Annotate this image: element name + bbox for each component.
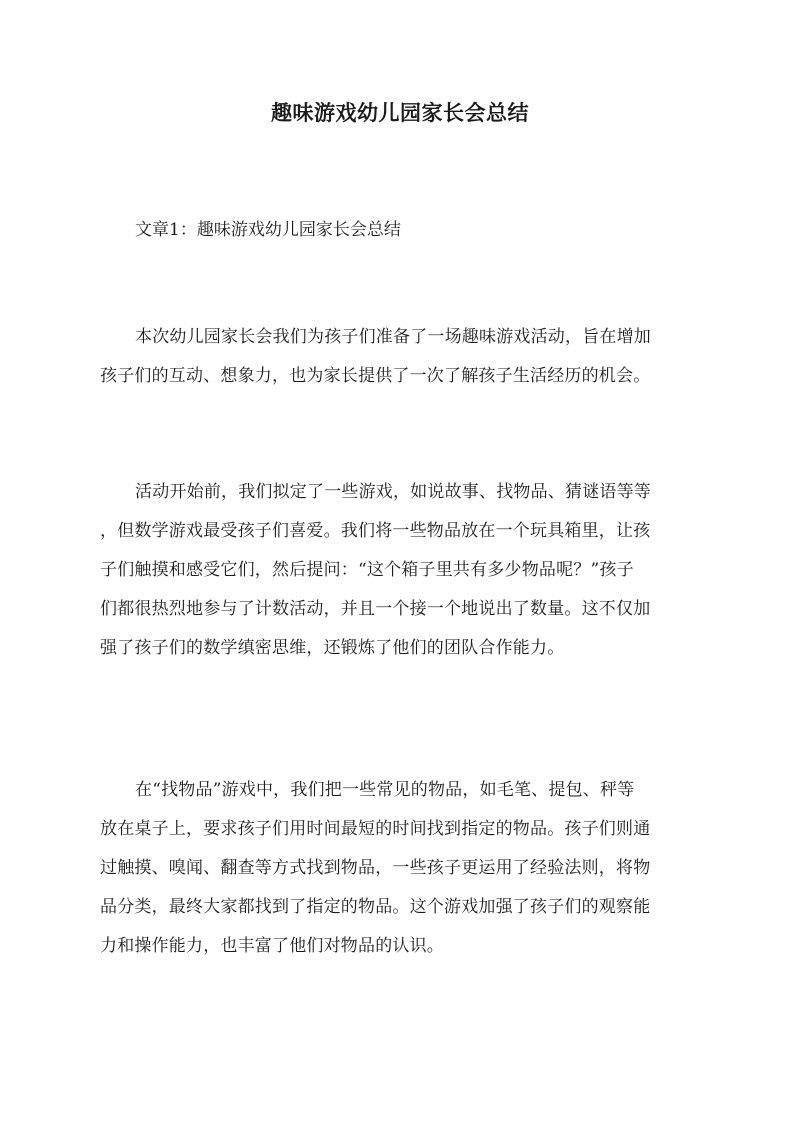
article-heading: 文章1：趣味游戏幼儿园家长会总结 [135,220,401,240]
paragraph-line: 孩子们的互动、想象力，也为家长提供了一次了解孩子生活经历的机会。 [100,366,651,386]
paragraph-line: 们都很热烈地参与了计数活动，并且一个接一个地说出了数量。这不仅加 [100,599,651,619]
paragraph-1 [100,318,700,396]
paragraph-line: 品分类，最终大家都找到了指定的物品。这个游戏加强了孩子们的观察能 [100,897,651,917]
paragraph-line: 强了孩子们的数学缜密思维，还锻炼了他们的团队合作能力。 [100,638,565,658]
paragraph-line: 本次幼儿园家长会我们为孩子们准备了一场趣味游戏活动，旨在增加 [135,327,651,347]
paragraph-2 [100,473,700,668]
paragraph-line: 在“找物品”游戏中，我们把一些常见的物品，如毛笔、提包、秤等 [135,780,635,800]
paragraph-line: 活动开始前，我们拟定了一些游戏，如说故事、找物品、猜谜语等等 [135,482,651,502]
paragraph-line: ，但数学游戏最受孩子们喜爱。我们将一些物品放在一个玩具箱里，让孩 [100,521,651,541]
document-title: 趣味游戏幼儿园家长会总结 [271,100,529,125]
paragraph-line: 子们触摸和感受它们，然后提问：“这个箱子里共有多少物品呢？”孩子 [100,560,634,580]
paragraph-line: 放在桌子上，要求孩子们用时间最短的时间找到指定的物品。孩子们则通 [100,819,651,839]
paragraph-line: 过触摸、嗅闻、翻查等方式找到物品，一些孩子更运用了经验法则，将物 [100,858,651,878]
paragraph-line: 力和操作能力，也丰富了他们对物品的认识。 [100,936,444,956]
paragraph-3 [100,771,700,966]
